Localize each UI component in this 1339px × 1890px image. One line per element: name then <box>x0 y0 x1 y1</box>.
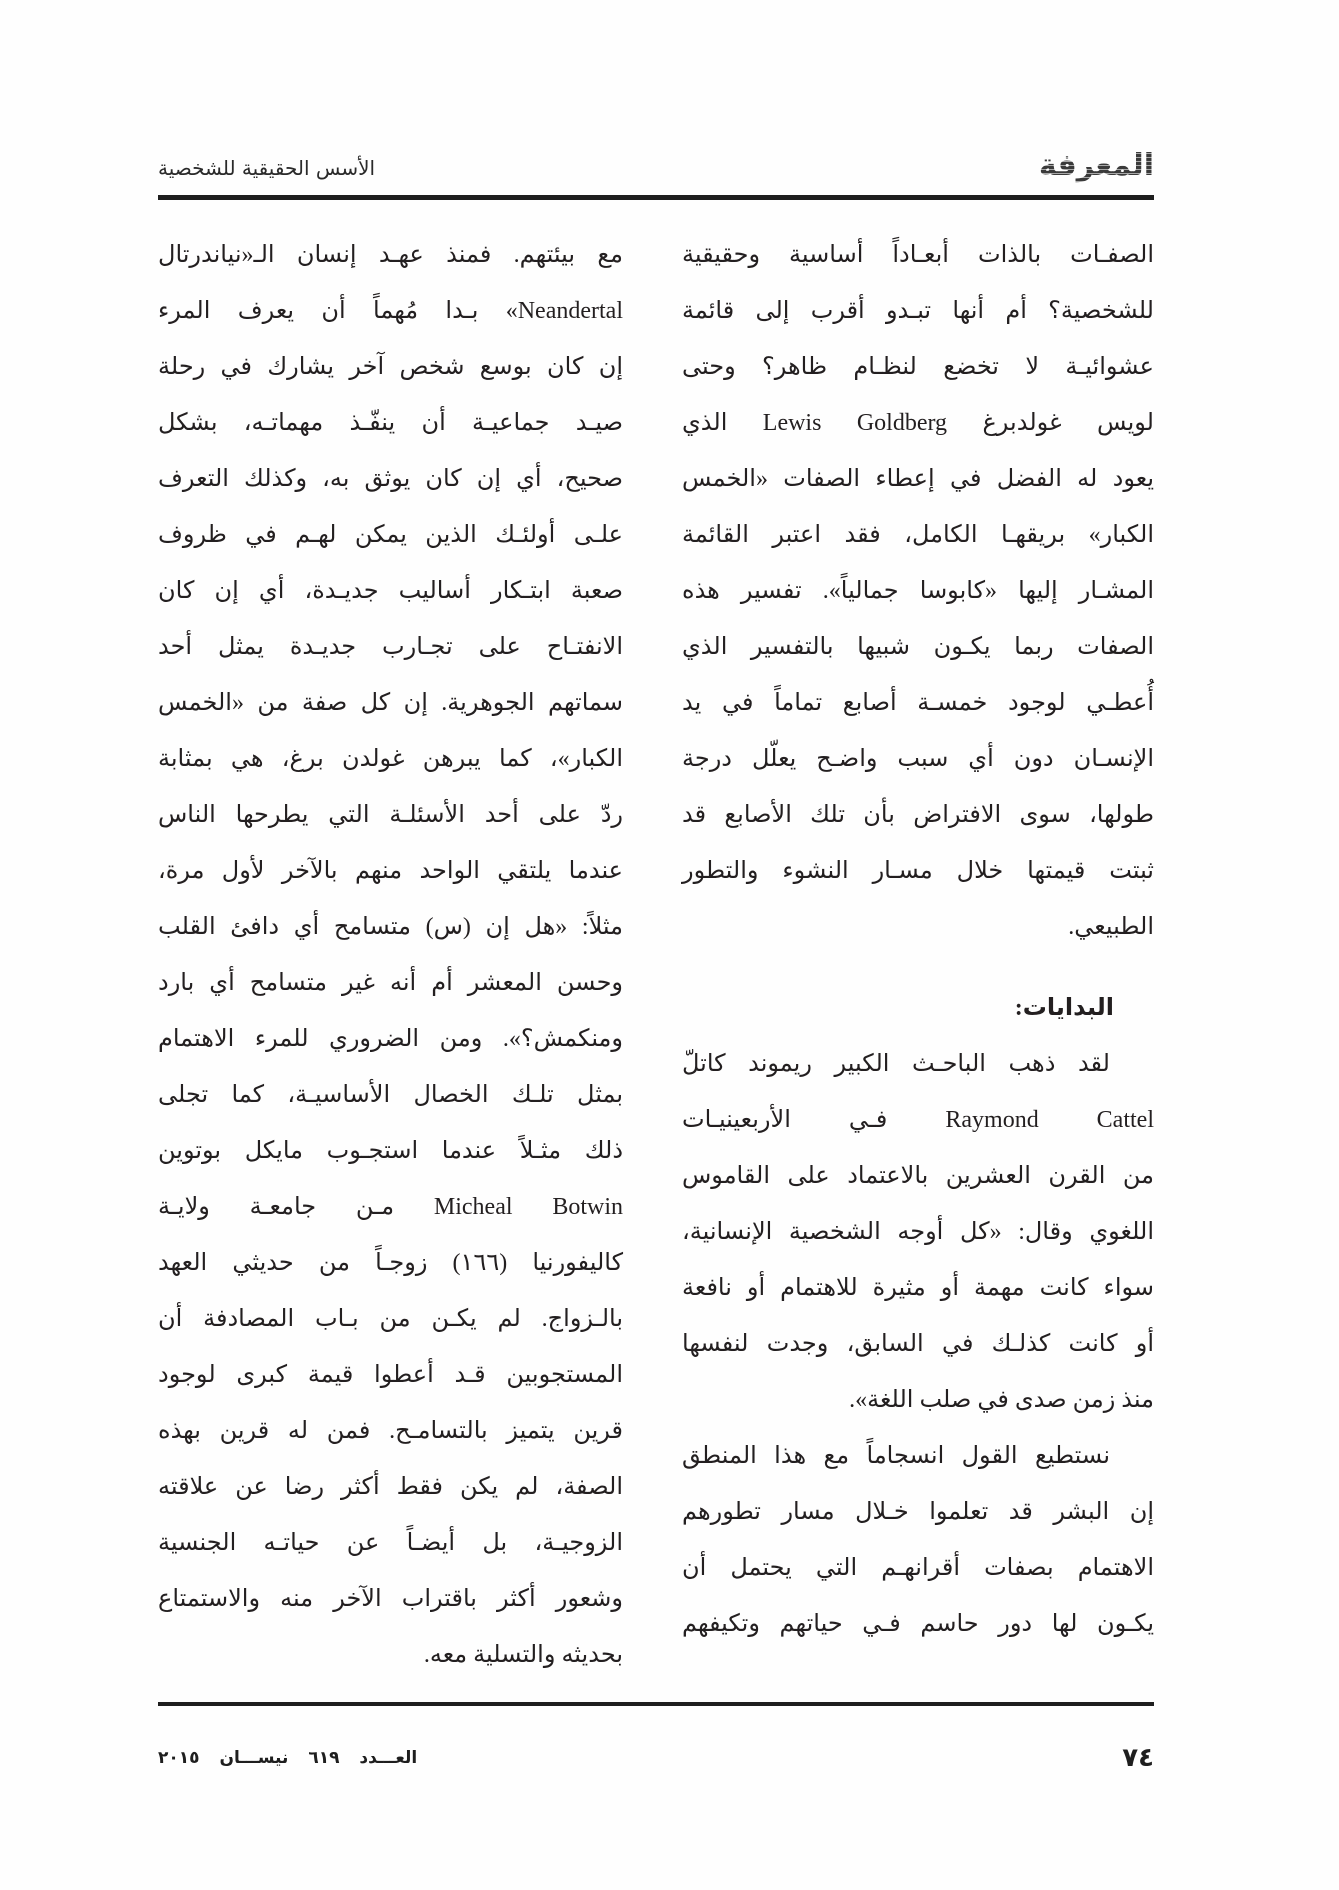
page-number: ٧٤ <box>1122 1743 1154 1773</box>
text-line: الاهتمام بصفات أقرانهـم التي يحتمل أن <box>682 1555 1154 1581</box>
text-line: قرين يتميز بالتسامـح. فمن له قرين بهذه <box>158 1418 623 1444</box>
text-line: مثلاً: «هل إن (س) متسامح أي دافئ القلب <box>158 914 623 940</box>
text-line: اللغوي وقال: «كل أوجه الشخصية الإنسانية، <box>682 1219 1154 1245</box>
issue-label: العـــدد <box>359 1748 418 1768</box>
text-line: ردّ على أحد الأسئلـة التي يطرحها الناس <box>158 802 623 828</box>
paragraph-end-line: الطبيعي. <box>1068 914 1154 940</box>
text-line: أُعطـي لوجود خمسـة أصابع تماماً في يد <box>682 690 1154 716</box>
paragraph-first-line: لقد ذهب الباحـث الكبير ريموند كاتلّ <box>682 1051 1110 1077</box>
text-line: ومنكمش؟». ومن الضروري للمرء الاهتمام <box>158 1026 623 1052</box>
text-line: المشـار إليها «كابوسا جمالياً». تفسير هذه <box>682 578 1154 604</box>
text-line: أو كانت كذلـك في السابق، وجدت لنفسها <box>682 1331 1154 1357</box>
text-line: بالـزواج. لم يكـن من بـاب المصادفة أن <box>158 1306 623 1332</box>
issue-year: ٢٠١٥ <box>158 1748 200 1768</box>
text-line: Micheal Botwin مـن جامعـة ولايـة <box>158 1194 623 1220</box>
text-line: صحيح، أي إن كان يوثق به، وكذلك التعرف <box>158 466 623 492</box>
footer-rule <box>158 1702 1154 1706</box>
text-line: الصفـات بالذات أبعـاداً أساسية وحقيقية <box>682 242 1154 268</box>
running-title: الأسس الحقيقية للشخصية <box>158 156 376 180</box>
text-line: علـى أولئـك الذين يمكن لهـم في ظروف <box>158 522 623 548</box>
text-line: ذلك مثـلاً عندما استجـوب مايكل بوتوين <box>158 1138 623 1164</box>
text-line: وشعور أكثر باقتراب الآخر منه والاستمتاع <box>158 1586 623 1612</box>
text-line: لويس غولدبرغ Lewis Goldberg الذي <box>682 410 1154 436</box>
text-line: الزوجيـة، بل أيضـاً عن حياتـه الجنسية <box>158 1530 623 1556</box>
header-rule <box>158 195 1154 200</box>
left-column <box>158 227 623 1683</box>
magazine-logo: المعرفة <box>1024 146 1154 186</box>
text-line: يعود له الفضل في إعطاء الصفات «الخمس <box>682 466 1154 492</box>
text-line: الانفتـاح على تجـارب جديـدة يمثل أحد <box>158 634 623 660</box>
text-line: عندما يلتقي الواحد منهم بالآخر لأول مرة، <box>158 858 623 884</box>
section-heading: البدايات: <box>1014 995 1114 1021</box>
text-line: يكـون لها دور حاسم فـي حياتهم وتكيفهم <box>682 1611 1154 1637</box>
text-line: ثبتت قيمتها خلال مسـار النشوء والتطور <box>682 858 1154 884</box>
paragraph-first-line: نستطيع القول انسجاماً مع هذا المنطق <box>682 1443 1110 1469</box>
issue-info <box>158 1744 417 1772</box>
text-line: مع بيئتهم. فمنذ عهـد إنسان الـ«نياندرتال <box>158 242 623 268</box>
text-line: إن البشر قد تعلموا خـلال مسار تطورهم <box>682 1499 1154 1525</box>
text-line: الإنسـان دون أي سبب واضـح يعلّل درجة <box>682 746 1154 772</box>
text-line: سماتهم الجوهرية. إن كل صفة من «الخمس <box>158 690 623 716</box>
text-line: Raymond Cattel فـي الأربعينيـات <box>682 1107 1154 1133</box>
text-line: إن كان بوسع شخص آخر يشارك في رحلة <box>158 354 623 380</box>
text-line: المستجوبين قـد أعطوا قيمة كبرى لوجود <box>158 1362 623 1388</box>
text-line: وحسن المعشر أم أنه غير متسامح أي بارد <box>158 970 623 996</box>
text-line: Neandertal» بـدا مُهماً أن يعرف المرء <box>158 298 623 324</box>
issue-month: نيســـان <box>219 1748 289 1768</box>
issue-number: ٦١٩ <box>308 1748 340 1768</box>
text-line: بمثل تلـك الخصال الأساسيـة، كما تجلى <box>158 1082 623 1108</box>
text-line: الصفات ربما يكـون شبيها بالتفسير الذي <box>682 634 1154 660</box>
text-line: للشخصية؟ أم أنها تبـدو أقرب إلى قائمة <box>682 298 1154 324</box>
text-line: صعبة ابتـكار أساليب جديـدة، أي إن كان <box>158 578 623 604</box>
paragraph-end-line: منذ زمن صدى في صلب اللغة». <box>849 1387 1154 1413</box>
text-line: كاليفورنيا (١٦٦) زوجـاً من حديثي العهد <box>158 1250 623 1276</box>
text-line: الصفة، لم يكن فقط أكثر رضا عن علاقته <box>158 1474 623 1500</box>
text-line: طولها، سوى الافتراض بأن تلك الأصابع قد <box>682 802 1154 828</box>
right-column <box>682 227 1154 1652</box>
text-line: الكبار»، كما يبرهن غولدن برغ، هي بمثابة <box>158 746 623 772</box>
text-line: من القرن العشرين بالاعتماد على القاموس <box>682 1163 1154 1189</box>
text-line: صيـد جماعيـة أن ينفّـذ مهماتـه، بشكل <box>158 410 623 436</box>
text-line: سواء كانت مهمة أو مثيرة للاهتمام أو نافعة <box>682 1275 1154 1301</box>
paragraph-end-line: بحديثه والتسلية معه. <box>423 1642 623 1668</box>
text-line: الكبار» بريقهـا الكامل، فقد اعتبر القائمة <box>682 522 1154 548</box>
text-line: عشوائيـة لا تخضع لنظـام ظاهر؟ وحتى <box>682 354 1154 380</box>
